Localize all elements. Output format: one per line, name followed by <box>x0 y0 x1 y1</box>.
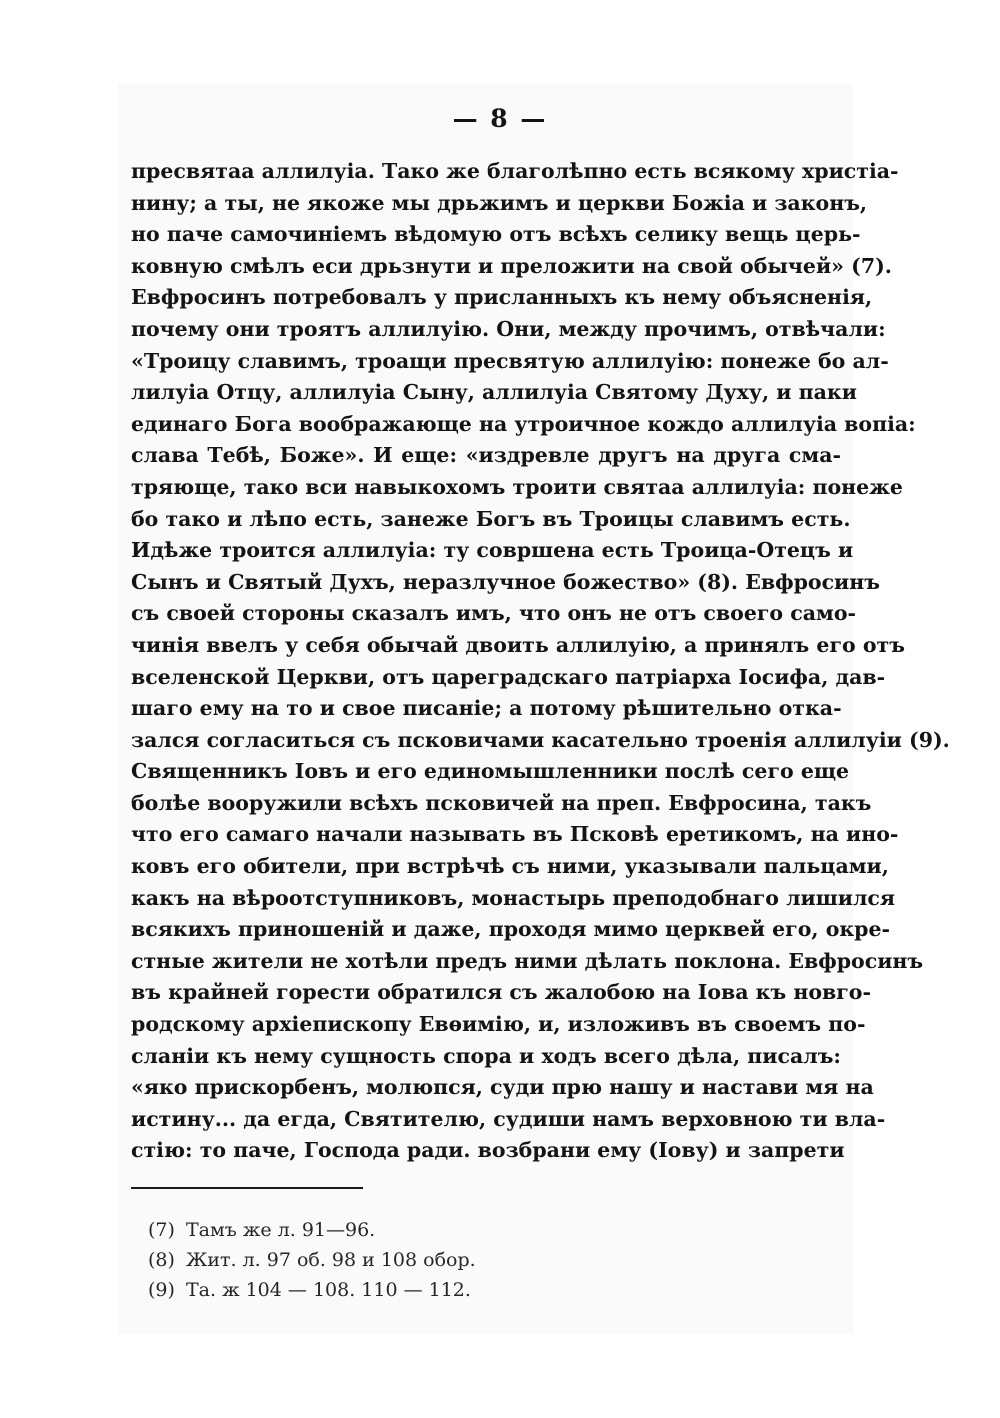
page-number: — 8 — <box>452 104 548 133</box>
text-line: ковъ его обители, при встрѣчѣ съ ними, указывали пальцами, <box>131 854 889 879</box>
footnotes <box>148 1215 648 1305</box>
footnote-mark: (9) <box>148 1279 175 1301</box>
body-text <box>131 156 950 1167</box>
text-line: «яко прискорбенъ, молюпся, суди прю нашу и настави мя на <box>131 1075 874 1100</box>
text-line: тряюще, тако вси навыкохомъ троити святаа аллилуіа: понеже <box>131 474 903 499</box>
text-line: но паче самочиніемъ вѣдомую отъ всѣхъ селику вещь церь- <box>131 222 861 247</box>
footnote-9 <box>148 1275 648 1305</box>
text-line: какъ на вѣроотступниковъ, монастырь преподобнаго лишился <box>131 885 896 910</box>
text-line: единаго Бога воображающе на утроичное кождо аллилуіа вопіа: <box>131 411 916 436</box>
text-line: сланіи къ нему сущность спора и ходъ всего дѣла, писалъ: <box>131 1043 841 1068</box>
footnote-mark: (8) <box>148 1249 175 1271</box>
footnote-text: Тамъ же л. 91—96. <box>186 1219 376 1241</box>
text-line: съ своей стороны сказалъ имъ, что онъ не отъ своего само- <box>131 601 856 626</box>
footnote-divider <box>131 1187 363 1189</box>
text-line: истину... да егда, Святителю, судиши намъ верховною ти вла- <box>131 1106 886 1131</box>
text-line: нину; а ты, не якоже мы дрьжимъ и церкви Божіа и законъ, <box>131 190 868 215</box>
text-line: ковную смѣлъ еси дрьзнути и преложити на свой обычей» (7). <box>131 253 892 278</box>
text-line: въ крайней горести обратился съ жалобою на Іова къ новго- <box>131 980 871 1005</box>
text-line: болѣе вооружили всѣхъ псковичей на преп. Евфросина, такъ <box>131 790 872 815</box>
text-line: Идѣже троится аллилуіа: ту совршена есть Троица-Отецъ и <box>131 538 854 563</box>
footnote-text: Та. ж 104 — 108. 110 — 112. <box>186 1279 471 1301</box>
text-line: стные жители не хотѣли предъ ними дѣлать поклона. Евфросинъ <box>131 948 924 973</box>
text-line: пресвятаа аллилуіа. Тако же благолѣпно есть всякому христіа- <box>131 159 899 183</box>
text-line: Священникъ Іовъ и его единомышленники послѣ сего еще <box>131 759 850 784</box>
text-line: Евфросинъ потребовалъ у присланныхъ къ нему объясненія, <box>131 285 873 310</box>
text-line: всякихъ приношеній и даже, проходя мимо церквей его, окре- <box>131 917 891 942</box>
footnote-text: Жит. л. 97 об. 98 и 108 обор. <box>186 1249 476 1271</box>
footnote-7 <box>148 1215 648 1245</box>
text-line: шаго ему на то и свое писаніе; а потому рѣшительно отка- <box>131 696 842 721</box>
text-line: стію: то паче, Господа ради. возбрани ему (Іову) и запрети <box>131 1138 845 1163</box>
text-line: бо тако и лѣпо есть, занеже Богъ въ Троицы славимъ есть. <box>131 506 851 531</box>
text-line: что его самаго начали называть въ Псковѣ еретикомъ, на ино- <box>131 822 899 847</box>
text-line: «Троицу славимъ, троащи пресвятую аллилуію: понеже бо ал- <box>131 348 889 373</box>
text-line: зался согласиться съ псковичами касательно троенія аллилуіи (9). <box>131 727 950 752</box>
text-line: Сынъ и Святый Духъ, неразлучное божество» (8). Евфросинъ <box>131 569 880 594</box>
text-line: вселенской Церкви, отъ цареградскаго патріарха Іосифа, дав- <box>131 664 886 689</box>
text-line: родскому архіепископу Евѳимію, и, изложивъ въ своемъ по- <box>131 1012 866 1037</box>
text-line: чинія ввелъ у себя обычай двоить аллилуію, а принялъ его отъ <box>131 632 905 657</box>
footnote-mark: (7) <box>148 1219 175 1241</box>
text-line: слава Тебѣ, Боже». И еще: «издревле другъ на друга сма- <box>131 443 841 468</box>
text-line: лилуіа Отцу, аллилуіа Сыну, аллилуіа Святому Духу, и паки <box>131 380 857 405</box>
footnote-8 <box>148 1245 648 1275</box>
text-line: почему они троятъ аллилуію. Они, между прочимъ, отвѣчали: <box>131 316 886 341</box>
